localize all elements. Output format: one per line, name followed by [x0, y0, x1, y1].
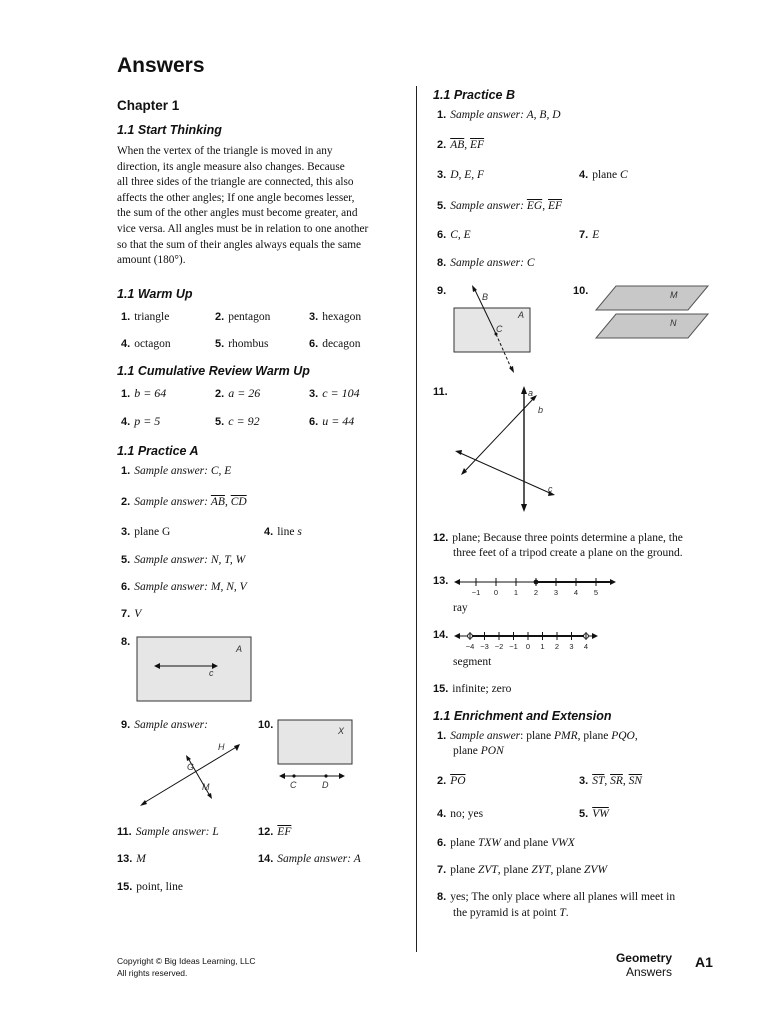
- numberline-13-tick-label: 4: [573, 588, 579, 597]
- practice-b-13-numberline: [452, 574, 622, 598]
- practice-b-item-1: 1. Sample answer: A, B, D: [437, 109, 561, 121]
- practice-a-heading: 1.1 Practice A: [117, 444, 199, 458]
- svg-text:A: A: [518, 310, 525, 320]
- warm-up-item: 3. hexagon: [309, 311, 362, 323]
- practice-b-item-15: 15. infinite; zero: [433, 683, 512, 695]
- numberline-13-tick-label: 3: [553, 588, 559, 597]
- svg-text:A: A: [236, 644, 243, 654]
- svg-text:c: c: [548, 484, 553, 494]
- practice-b-item-8: 8. Sample answer: C: [437, 257, 535, 269]
- numberline-14-tick-label: −2: [494, 642, 504, 651]
- numberline-14-tick-label: −3: [480, 642, 489, 651]
- start-thinking-heading: 1.1 Start Thinking: [117, 123, 222, 137]
- start-thinking-paragraph: When the vertex of the triangle is moved in any direction, its angle measure also changes. Because all three sides of the triangle are connected, this also affects the other angles; If one angle becomes lesser, the sum of the other angles must become greater, and vice versa. All angles must be in relation to one another so that the sum of their angles always equals the same amount (180°).: [117, 145, 369, 267]
- svg-text:C: C: [290, 780, 297, 790]
- practice-a-item-7: 7. V: [121, 608, 142, 620]
- numberline-14-tick-label: 3: [569, 642, 574, 651]
- enrichment-item-6: 6. plane TXW and plane VWX: [437, 837, 575, 849]
- enrichment-heading: 1.1 Enrichment and Extension: [433, 709, 612, 723]
- practice-a-9-figure: [136, 736, 248, 810]
- practice-a-item-6: 6. Sample answer: M, N, V: [121, 581, 247, 593]
- practice-b-item-7: 7. E: [579, 229, 600, 241]
- svg-text:a: a: [528, 388, 534, 398]
- warm-up-item: 4. octagon: [121, 338, 171, 350]
- practice-b-item-12-cont: three feet of a tripod create a plane on the ground.: [453, 547, 683, 559]
- cumulative-review-heading: 1.1 Cumulative Review Warm Up: [117, 364, 310, 378]
- numberline-13-tick-label: 0: [493, 588, 499, 597]
- numberline-14-tick-label: 0: [525, 642, 531, 651]
- numberline-13-tick-label: −1: [471, 588, 481, 597]
- practice-b-item-12: 12. plane; Because three points determine a plane, the: [433, 532, 683, 544]
- enrichment-item-5: 5. $\overline{VW}$: [579, 808, 609, 820]
- enrichment-item-8: 8. yes; The only place where all planes will meet in: [437, 891, 676, 903]
- practice-b-item-2: 2. $\overline{AB}$, $\overline{EF}$: [437, 139, 485, 151]
- enrichment-item-2: 2. $\overline{PO}$: [437, 775, 466, 787]
- cumulative-item: 6. u = 44: [309, 414, 355, 428]
- practice-a-item-9: 9. Sample answer:: [121, 719, 208, 731]
- svg-text:M: M: [202, 782, 210, 792]
- practice-b-item-4: 4. plane C: [579, 169, 628, 181]
- enrichment-item-4: 4. no; yes: [437, 808, 484, 820]
- numberline-13-tick-label: 2: [533, 588, 539, 597]
- svg-text:N: N: [670, 318, 677, 328]
- numberline-14-tick-label: −4: [465, 642, 475, 651]
- practice-a-item-2: 2. Sample answer: $\overline{AB}$, $\overline{CD}$: [121, 496, 247, 508]
- practice-a-item-8: 8.: [121, 636, 131, 648]
- numberline-14-tick-label: −1: [509, 642, 518, 651]
- practice-b-item-6: 6. C, E: [437, 229, 471, 241]
- svg-text:H: H: [218, 742, 225, 752]
- svg-text:b: b: [538, 405, 544, 415]
- practice-a-item-15: 15. point, line: [117, 881, 183, 893]
- practice-b-11-figure: [450, 384, 570, 516]
- column-divider: [416, 86, 417, 952]
- numberline-14-tick-label: 1: [540, 642, 545, 651]
- cumulative-item: 2. a = 26: [215, 386, 261, 400]
- cumulative-item: 1. b = 64: [121, 386, 167, 400]
- practice-a-item-13: 13. M: [117, 853, 146, 865]
- practice-a-item-12: 12. $\overline{EF}$: [258, 826, 292, 838]
- warm-up-item: 6. decagon: [309, 338, 361, 350]
- cumulative-item: 4. p = 5: [121, 414, 161, 428]
- practice-b-14-numberline: [452, 628, 602, 652]
- chapter-heading: Chapter 1: [117, 98, 180, 113]
- practice-a-item-5: 5. Sample answer: N, T, W: [121, 554, 246, 566]
- warm-up-item: 1. triangle: [121, 311, 170, 323]
- svg-text:X: X: [338, 726, 345, 736]
- practice-b-item-14: 14.: [433, 629, 449, 641]
- enrichment-item-8-cont: the pyramid is at point T.: [453, 907, 569, 919]
- enrichment-item-7: 7. plane ZVT, plane ZYT, plane ZVW: [437, 864, 608, 876]
- practice-a-item-3: 3. plane G: [121, 526, 171, 538]
- practice-a-10-figure: [276, 716, 356, 796]
- svg-text:c: c: [209, 668, 214, 678]
- practice-a-item-10: 10.: [258, 719, 274, 731]
- warm-up-item: 2. pentagon: [215, 311, 271, 323]
- practice-b-item-13: 13.: [433, 575, 449, 587]
- practice-a-item-14: 14. Sample answer: A: [258, 853, 361, 865]
- numberline-13-tick-label: 5: [593, 588, 599, 597]
- enrichment-item-1-cont: plane PON: [453, 745, 504, 757]
- practice-b-item-9: 9.: [437, 285, 447, 297]
- numberline-14-tick-label: 4: [583, 642, 589, 651]
- practice-b-10-figure: [594, 282, 714, 346]
- warm-up-heading: 1.1 Warm Up: [117, 287, 193, 301]
- practice-a-8-figure: [136, 636, 254, 704]
- svg-text:D: D: [322, 780, 329, 790]
- svg-text:C: C: [496, 324, 503, 334]
- practice-b-heading: 1.1 Practice B: [433, 88, 515, 102]
- enrichment-item-1: 1. Sample answer: plane PMR, plane PQO,: [437, 730, 638, 742]
- footer-copyright: Copyright © Big Ideas Learning, LLC All rights reserved.: [117, 956, 256, 978]
- practice-b-item-5: 5. Sample answer: $\overline{EG}$, $\overline{EF}$: [437, 200, 563, 212]
- numberline-14-tick-label: 2: [554, 642, 560, 651]
- practice-a-item-11: 11. Sample answer: L: [117, 826, 219, 838]
- svg-text:B: B: [482, 292, 489, 302]
- practice-b-item-11: 11.: [433, 386, 448, 398]
- practice-b-item-10: 10.: [573, 285, 589, 297]
- page-number: A1: [695, 954, 713, 970]
- practice-a-item-1: 1. Sample answer: C, E: [121, 465, 232, 477]
- practice-b-9-figure: [450, 282, 540, 376]
- enrichment-item-3: 3. $\overline{ST}$, $\overline{SR}$, $\overline{SN}$: [579, 775, 643, 787]
- cumulative-item: 5. c = 92: [215, 414, 260, 428]
- svg-text:M: M: [670, 290, 678, 300]
- footer-book-info: Geometry Answers: [615, 951, 672, 979]
- practice-a-item-4: 4. line s: [264, 526, 302, 538]
- cumulative-item: 3. c = 104: [309, 386, 360, 400]
- practice-b-item-13-label: ray: [453, 602, 468, 614]
- numberline-13-tick-label: 1: [513, 588, 519, 597]
- svg-text:G: G: [187, 762, 195, 772]
- warm-up-item: 5. rhombus: [215, 338, 269, 350]
- page-title: Answers: [117, 54, 205, 77]
- practice-b-item-3: 3. D, E, F: [437, 169, 485, 181]
- practice-b-item-14-label: segment: [453, 656, 492, 668]
